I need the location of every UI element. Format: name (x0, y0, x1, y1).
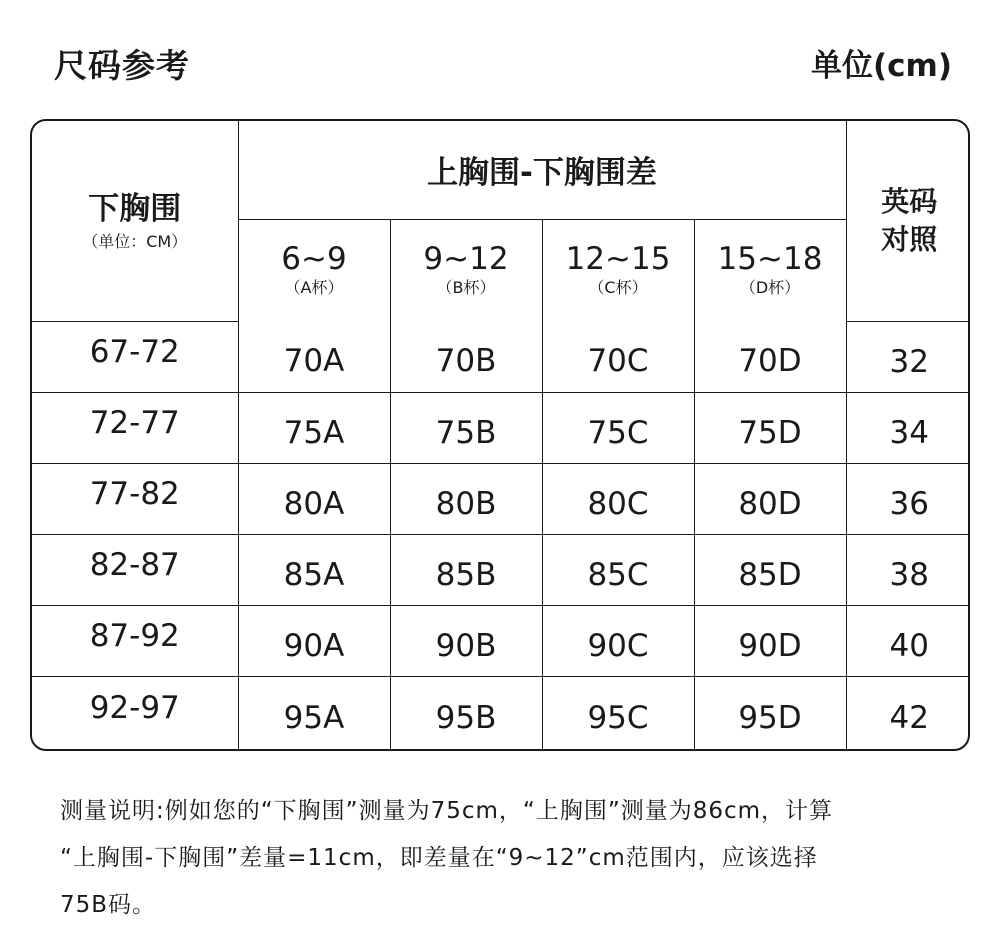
cup-range: 9~12 (423, 241, 509, 278)
underbust-value: 82-87 (32, 534, 238, 605)
table-row (32, 534, 970, 605)
english-size-cell: 42 (846, 676, 970, 749)
page-title: 尺码参考 (54, 46, 190, 85)
size-cell: 90C (542, 605, 694, 676)
size-cell: 75D (694, 392, 846, 463)
size-cell: 85A (238, 534, 390, 605)
english-size-header-line1: 英码 (881, 184, 938, 218)
cup-column-header (542, 219, 694, 321)
cup-column-header (238, 219, 390, 321)
cup-label: （B杯） (436, 278, 496, 298)
cup-range: 15~18 (717, 241, 823, 278)
cup-label: （D杯） (739, 278, 801, 298)
cup-column-header (390, 219, 542, 321)
cup-column-header (694, 219, 846, 321)
underbust-value: 92-97 (32, 676, 238, 749)
measurement-note (60, 788, 960, 929)
size-cell: 70A (238, 321, 390, 392)
underbust-unit: （单位：CM） (82, 231, 188, 251)
table-row (32, 463, 970, 534)
size-chart-table (30, 119, 970, 751)
size-cell: 95D (694, 676, 846, 749)
underbust-header: 下胸围 (88, 190, 182, 227)
size-cell: 95B (390, 676, 542, 749)
bust-difference-header: 上胸围-下胸围差 (427, 155, 657, 192)
size-cell: 90B (390, 605, 542, 676)
cup-range: 6~9 (281, 241, 347, 278)
size-cell: 80D (694, 463, 846, 534)
underbust-value: 87-92 (32, 605, 238, 676)
english-size-header-line2: 对照 (881, 222, 938, 256)
english-size-cell: 38 (846, 534, 970, 605)
english-size-cell: 34 (846, 392, 970, 463)
underbust-value: 77-82 (32, 463, 238, 534)
size-cell: 70D (694, 321, 846, 392)
note-line-1: 测量说明:例如您的“下胸围”测量为75cm，“上胸围”测量为86cm，计算 (60, 798, 834, 824)
table-row (32, 605, 970, 676)
size-cell: 80A (238, 463, 390, 534)
underbust-value: 67-72 (32, 321, 238, 392)
size-cell: 90D (694, 605, 846, 676)
note-line-3: 75B码。 (60, 892, 157, 918)
size-cell: 70C (542, 321, 694, 392)
cup-label: （C杯） (588, 278, 648, 298)
size-cell: 75A (238, 392, 390, 463)
cup-range: 12~15 (565, 241, 671, 278)
table-row (32, 392, 970, 463)
table-row (32, 321, 970, 392)
size-cell: 70B (390, 321, 542, 392)
underbust-value: 72-77 (32, 392, 238, 463)
size-cell: 80B (390, 463, 542, 534)
size-cell: 85C (542, 534, 694, 605)
english-size-cell: 32 (846, 321, 970, 392)
cup-label: （A杯） (284, 278, 344, 298)
size-cell: 85D (694, 534, 846, 605)
unit-label: 单位(cm) (810, 48, 952, 84)
size-cell: 80C (542, 463, 694, 534)
english-size-header-cell (846, 121, 970, 321)
size-cell: 75C (542, 392, 694, 463)
size-cell: 95C (542, 676, 694, 749)
english-size-cell: 36 (846, 463, 970, 534)
size-cell: 85B (390, 534, 542, 605)
size-cell: 90A (238, 605, 390, 676)
underbust-header-cell (32, 121, 238, 321)
note-line-2: “上胸围-下胸围”差量=11cm，即差量在“9~12”cm范围内，应该选择 (60, 845, 818, 871)
table-row (32, 676, 970, 749)
english-size-cell: 40 (846, 605, 970, 676)
size-cell: 75B (390, 392, 542, 463)
size-cell: 95A (238, 676, 390, 749)
bust-difference-header-cell (238, 121, 846, 219)
